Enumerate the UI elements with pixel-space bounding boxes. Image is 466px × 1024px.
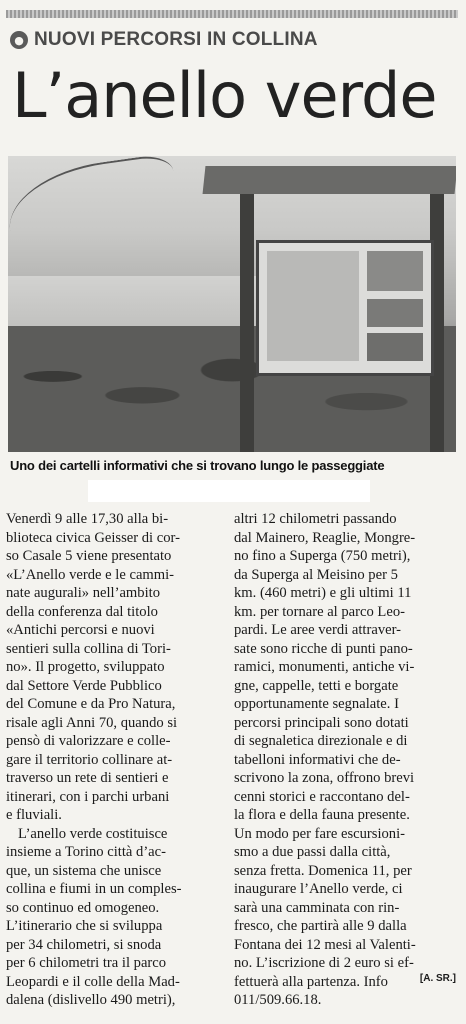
text-line: «L’Anello verde e le cammi- xyxy=(6,566,175,583)
text-line: percorsi principali sono dotati xyxy=(234,714,409,731)
text-line: km. per tornare al parco Leo- xyxy=(234,603,405,620)
board-picture xyxy=(367,299,423,327)
article-column-left xyxy=(6,510,218,1010)
text-line: per 34 chilometri, si snoda xyxy=(6,936,162,953)
article-column-right xyxy=(234,510,446,1010)
info-board xyxy=(256,240,434,376)
sign-roof xyxy=(203,166,456,194)
board-picture xyxy=(367,333,423,361)
text-line: sate sono ricche di punti pano- xyxy=(234,640,413,657)
text-line: pensò di valorizzare e colle- xyxy=(6,733,171,749)
text-line: km. (460 metri) e gli ultimi 11 xyxy=(234,585,412,601)
text-line: di segnaletica direzionale e di xyxy=(234,733,408,749)
board-map xyxy=(267,251,359,361)
text-line: blioteca civica Geisser di cor- xyxy=(6,529,180,546)
text-line: nate augurali» nell’ambito xyxy=(6,585,160,601)
text-line: traverso un rete di sentieri e xyxy=(6,770,169,786)
text-line: Leopardi e il colle della Mad- xyxy=(6,973,180,990)
text-line: fettuerà alla partenza. Info xyxy=(234,973,388,990)
text-line: pardi. Le aree verdi attraver- xyxy=(234,622,402,638)
text-line: sentieri sulla collina di Tori- xyxy=(6,640,171,657)
text-line: Un modo per fare escursioni- xyxy=(234,825,406,842)
text-line: Fontana dei 12 mesi al Valenti- xyxy=(234,936,416,953)
top-rule xyxy=(6,10,458,18)
text-line: scrivono la zona, offrono brevi xyxy=(234,770,415,786)
text-line: itinerari, con i parchi urbani xyxy=(6,788,170,805)
text-line: no. L’iscrizione di 2 euro si ef- xyxy=(234,955,414,971)
text-line: dal Settore Verde Pubblico xyxy=(6,677,162,694)
text-line: della conferenza dal titolo xyxy=(6,603,158,620)
text-line: inaugurare l’Anello verde, ci xyxy=(234,881,403,897)
text-line: risale agli Anni 70, quando si xyxy=(6,714,178,731)
text-line: ramici, monumenti, antiche vi- xyxy=(234,659,415,675)
text-line: Venerdì 9 alle 17,30 alla bi- xyxy=(6,511,169,527)
text-line: del Comune e da Pro Natura, xyxy=(6,696,176,712)
text-line: no fino a Superga (750 metri), xyxy=(234,548,411,564)
text-line: insieme a Torino città d’ac- xyxy=(6,844,166,860)
text-line: altri 12 chilometri passando xyxy=(234,511,397,527)
text-line: L’itinerario che si sviluppa xyxy=(6,918,163,934)
text-line: per 6 chilometri tra il parco xyxy=(6,955,167,971)
photo-caption: Uno dei cartelli informativi che si trovano lungo le passeggiate xyxy=(10,458,385,473)
text-line: la flora e della fauna presente. xyxy=(234,807,410,823)
sign-post-left xyxy=(240,194,254,452)
text-line: 011/509.66.18. xyxy=(234,992,322,1008)
text-line: opportunamente segnalate. I xyxy=(234,696,399,712)
text-line: smo a due passi dalla città, xyxy=(234,844,391,860)
text-line: collina e fiumi in un comples- xyxy=(6,881,182,897)
text-line: senza fretta. Domenica 11, per xyxy=(234,862,412,879)
photo-branch xyxy=(8,156,184,267)
text-line: tabelloni informativi che de- xyxy=(234,751,401,768)
text-line: «Antichi percorsi e nuovi xyxy=(6,622,155,638)
section-kicker xyxy=(10,28,450,52)
text-line: dalena (dislivello 490 metri), xyxy=(6,992,176,1008)
bullet-circle-icon: ● xyxy=(10,31,28,49)
article-photo xyxy=(8,156,456,452)
text-line: dal Mainero, Reaglie, Mongre- xyxy=(234,529,416,546)
text-line: fresco, che partirà alle 9 dalla xyxy=(234,918,407,934)
text-line: sarà una camminata con rin- xyxy=(234,899,400,916)
blank-strip xyxy=(88,480,370,502)
text-line: da Superga al Meisino per 5 xyxy=(234,566,398,583)
board-picture xyxy=(367,251,423,291)
text-line: L’anello verde costituisce xyxy=(18,825,168,842)
text-line: so continuo ed omogeneo. xyxy=(6,899,160,916)
headline: L’anello verde xyxy=(12,59,437,132)
kicker-text: NUOVI PERCORSI IN COLLINA xyxy=(34,29,318,50)
text-line: so Casale 5 viene presentato xyxy=(6,548,172,564)
text-line: gne, cappelle, tetti e borgate xyxy=(234,677,399,694)
text-line: que, un sistema che unisce xyxy=(6,862,162,879)
byline: [A. SR.] xyxy=(419,973,456,984)
text-line: e fluviali. xyxy=(6,807,62,823)
text-line: gare il territorio collinare at- xyxy=(6,751,173,768)
text-line: cenni storici e raccontano del- xyxy=(234,788,410,805)
text-line: no». Il progetto, sviluppato xyxy=(6,659,165,675)
